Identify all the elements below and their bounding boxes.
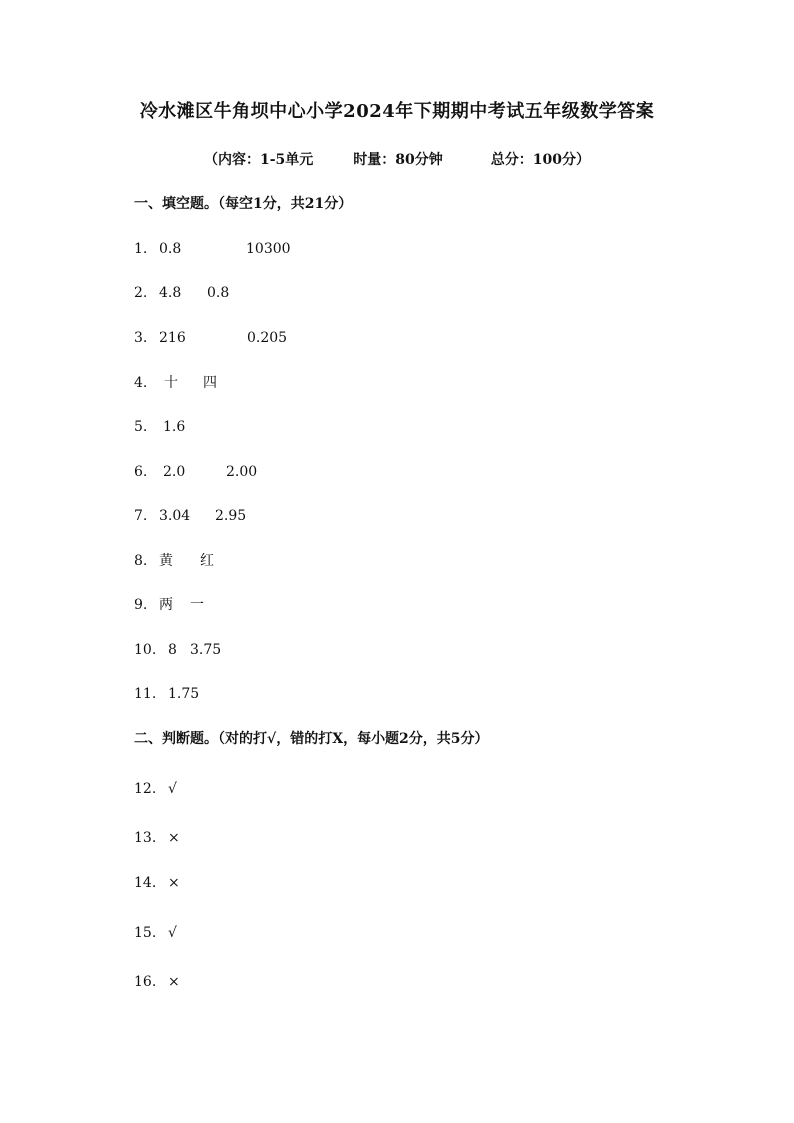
answer-value: 1.6 [163, 419, 186, 435]
exam-info [0, 149, 794, 169]
question-number: 5. [134, 419, 148, 435]
answer-value: 4.8 [159, 285, 182, 301]
answer-value: 0.8 [207, 285, 230, 301]
answer-value: 0.8 [159, 241, 182, 257]
question-number: 8. [134, 553, 148, 569]
page-title: 冷水滩区牛角坝中心小学2024年下期期中考试五年级数学答案 [139, 101, 655, 122]
answer-row [134, 972, 180, 992]
answer-row [134, 684, 200, 704]
answer-row [134, 828, 180, 848]
answer-mark: × [168, 875, 180, 891]
exam-content-scope: （内容：1-5单元 [203, 152, 314, 168]
answer-mark: × [168, 830, 180, 846]
answer-value: 0.205 [247, 330, 288, 346]
answer-value: 两 [159, 597, 173, 613]
question-number: 16. [134, 974, 157, 990]
answer-row [134, 595, 204, 615]
exam-total-score: 总分：100分） [490, 152, 590, 168]
question-number: 4. [134, 375, 148, 391]
answer-value: 3.04 [159, 508, 191, 524]
question-number: 3. [134, 330, 148, 346]
question-number: 11. [134, 686, 157, 702]
answer-value: 2.95 [215, 508, 247, 524]
answer-value: 2.0 [163, 464, 186, 480]
answer-row [134, 923, 177, 943]
answer-value: 红 [200, 553, 214, 569]
answer-mark: √ [168, 925, 177, 941]
question-number: 6. [134, 464, 148, 480]
answer-value: 216 [159, 330, 186, 346]
exam-duration: 时量：80分钟 [353, 152, 443, 168]
answer-value: 十 [164, 375, 178, 391]
answer-value: 2.00 [226, 464, 258, 480]
answer-mark: × [168, 974, 180, 990]
answer-row [134, 462, 258, 482]
answer-value: 8 [168, 642, 177, 658]
answer-row [134, 779, 177, 799]
question-number: 2. [134, 285, 148, 301]
answer-value: 黄 [159, 553, 173, 569]
answer-row [134, 417, 186, 437]
answer-row [134, 239, 291, 259]
section-fill-blank-heading: 一、填空题。（每空1分，共21分） [134, 196, 353, 212]
question-number: 7. [134, 508, 148, 524]
answer-row [134, 506, 247, 526]
answer-row [134, 873, 180, 893]
question-number: 1. [134, 241, 148, 257]
question-number: 10. [134, 642, 157, 658]
answer-value: 四 [203, 375, 217, 391]
question-number: 12. [134, 781, 157, 797]
question-number: 13. [134, 830, 157, 846]
answer-value: 10300 [246, 241, 291, 257]
question-number: 9. [134, 597, 148, 613]
answer-row [134, 551, 214, 571]
answer-row [134, 283, 230, 303]
answer-row [134, 373, 217, 393]
answer-value: 一 [190, 597, 204, 613]
answer-mark: √ [168, 781, 177, 797]
question-number: 14. [134, 875, 157, 891]
answer-value: 1.75 [168, 686, 200, 702]
answer-value: 3.75 [190, 642, 222, 658]
question-number: 15. [134, 925, 157, 941]
section-true-false-heading: 二、判断题。（对的打√，错的打X，每小题2分，共5分） [134, 731, 489, 747]
answer-row [134, 328, 288, 348]
answer-row [134, 640, 222, 660]
